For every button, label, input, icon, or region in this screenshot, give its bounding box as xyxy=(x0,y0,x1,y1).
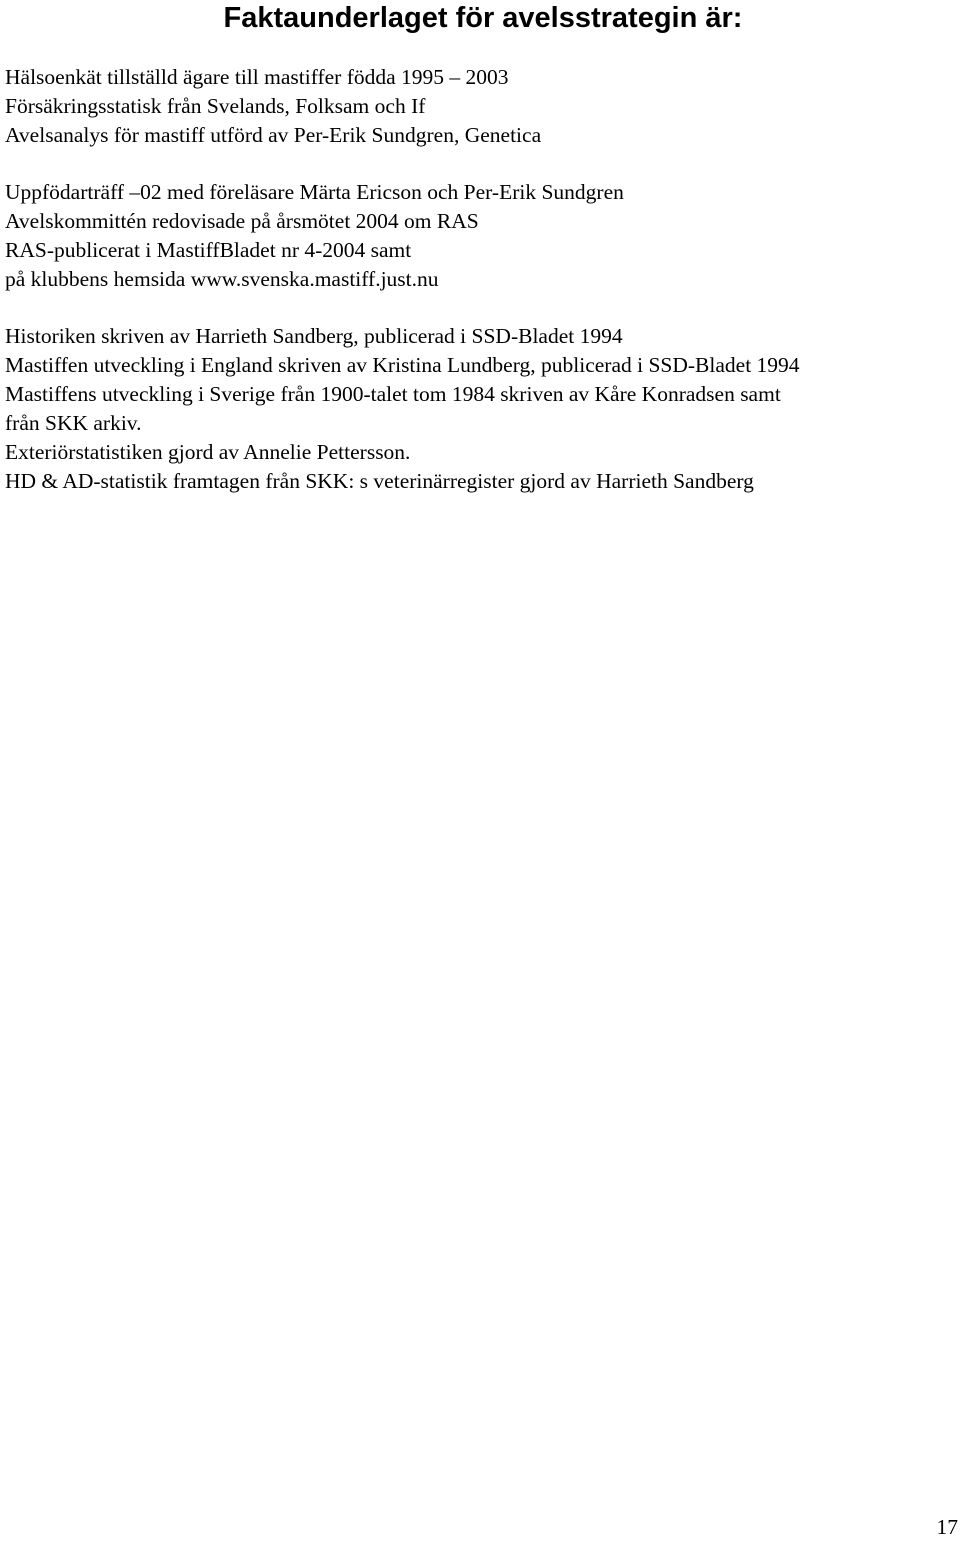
text-line: Uppfödarträff –02 med föreläsare Märta Ericson och Per-Erik Sundgren xyxy=(5,180,624,204)
text-line: Mastiffen utveckling i England skriven av Kristina Lundberg, publicerad i SSD-Bladet 1994 xyxy=(5,353,800,377)
page-number: 17 xyxy=(936,1515,958,1539)
text-line: på klubbens hemsida www.svenska.mastiff.just.nu xyxy=(5,267,439,291)
text-line: från SKK arkiv. xyxy=(5,411,142,435)
text-line: RAS-publicerat i MastiffBladet nr 4-2004 samt xyxy=(5,238,412,262)
paragraph-meetings xyxy=(5,178,955,294)
text-line: Avelskommittén redovisade på årsmötet 2004 om RAS xyxy=(5,209,479,233)
text-line: Exteriörstatistiken gjord av Annelie Pettersson. xyxy=(5,440,411,464)
paragraph-sources xyxy=(5,63,955,150)
page-title xyxy=(0,0,960,36)
text-line: Försäkringsstatisk från Svelands, Folksam och If xyxy=(5,94,426,118)
document-body xyxy=(5,63,955,524)
text-line: Mastiffens utveckling i Sverige från 1900-talet tom 1984 skriven av Kåre Konradsen samt xyxy=(5,382,781,406)
text-line: Historiken skriven av Harrieth Sandberg, publicerad i SSD-Bladet 1994 xyxy=(5,324,623,348)
text-line: Avelsanalys för mastiff utförd av Per-Erik Sundgren, Genetica xyxy=(5,123,542,147)
paragraph-history xyxy=(5,322,955,496)
text-line: HD & AD-statistik framtagen från SKK: s veterinärregister gjord av Harrieth Sandberg xyxy=(5,469,754,493)
text-line: Hälsoenkät tillställd ägare till mastiffer födda 1995 – 2003 xyxy=(5,65,509,89)
page-title-text: Faktaunderlaget för avelsstrategin är: xyxy=(223,2,743,34)
